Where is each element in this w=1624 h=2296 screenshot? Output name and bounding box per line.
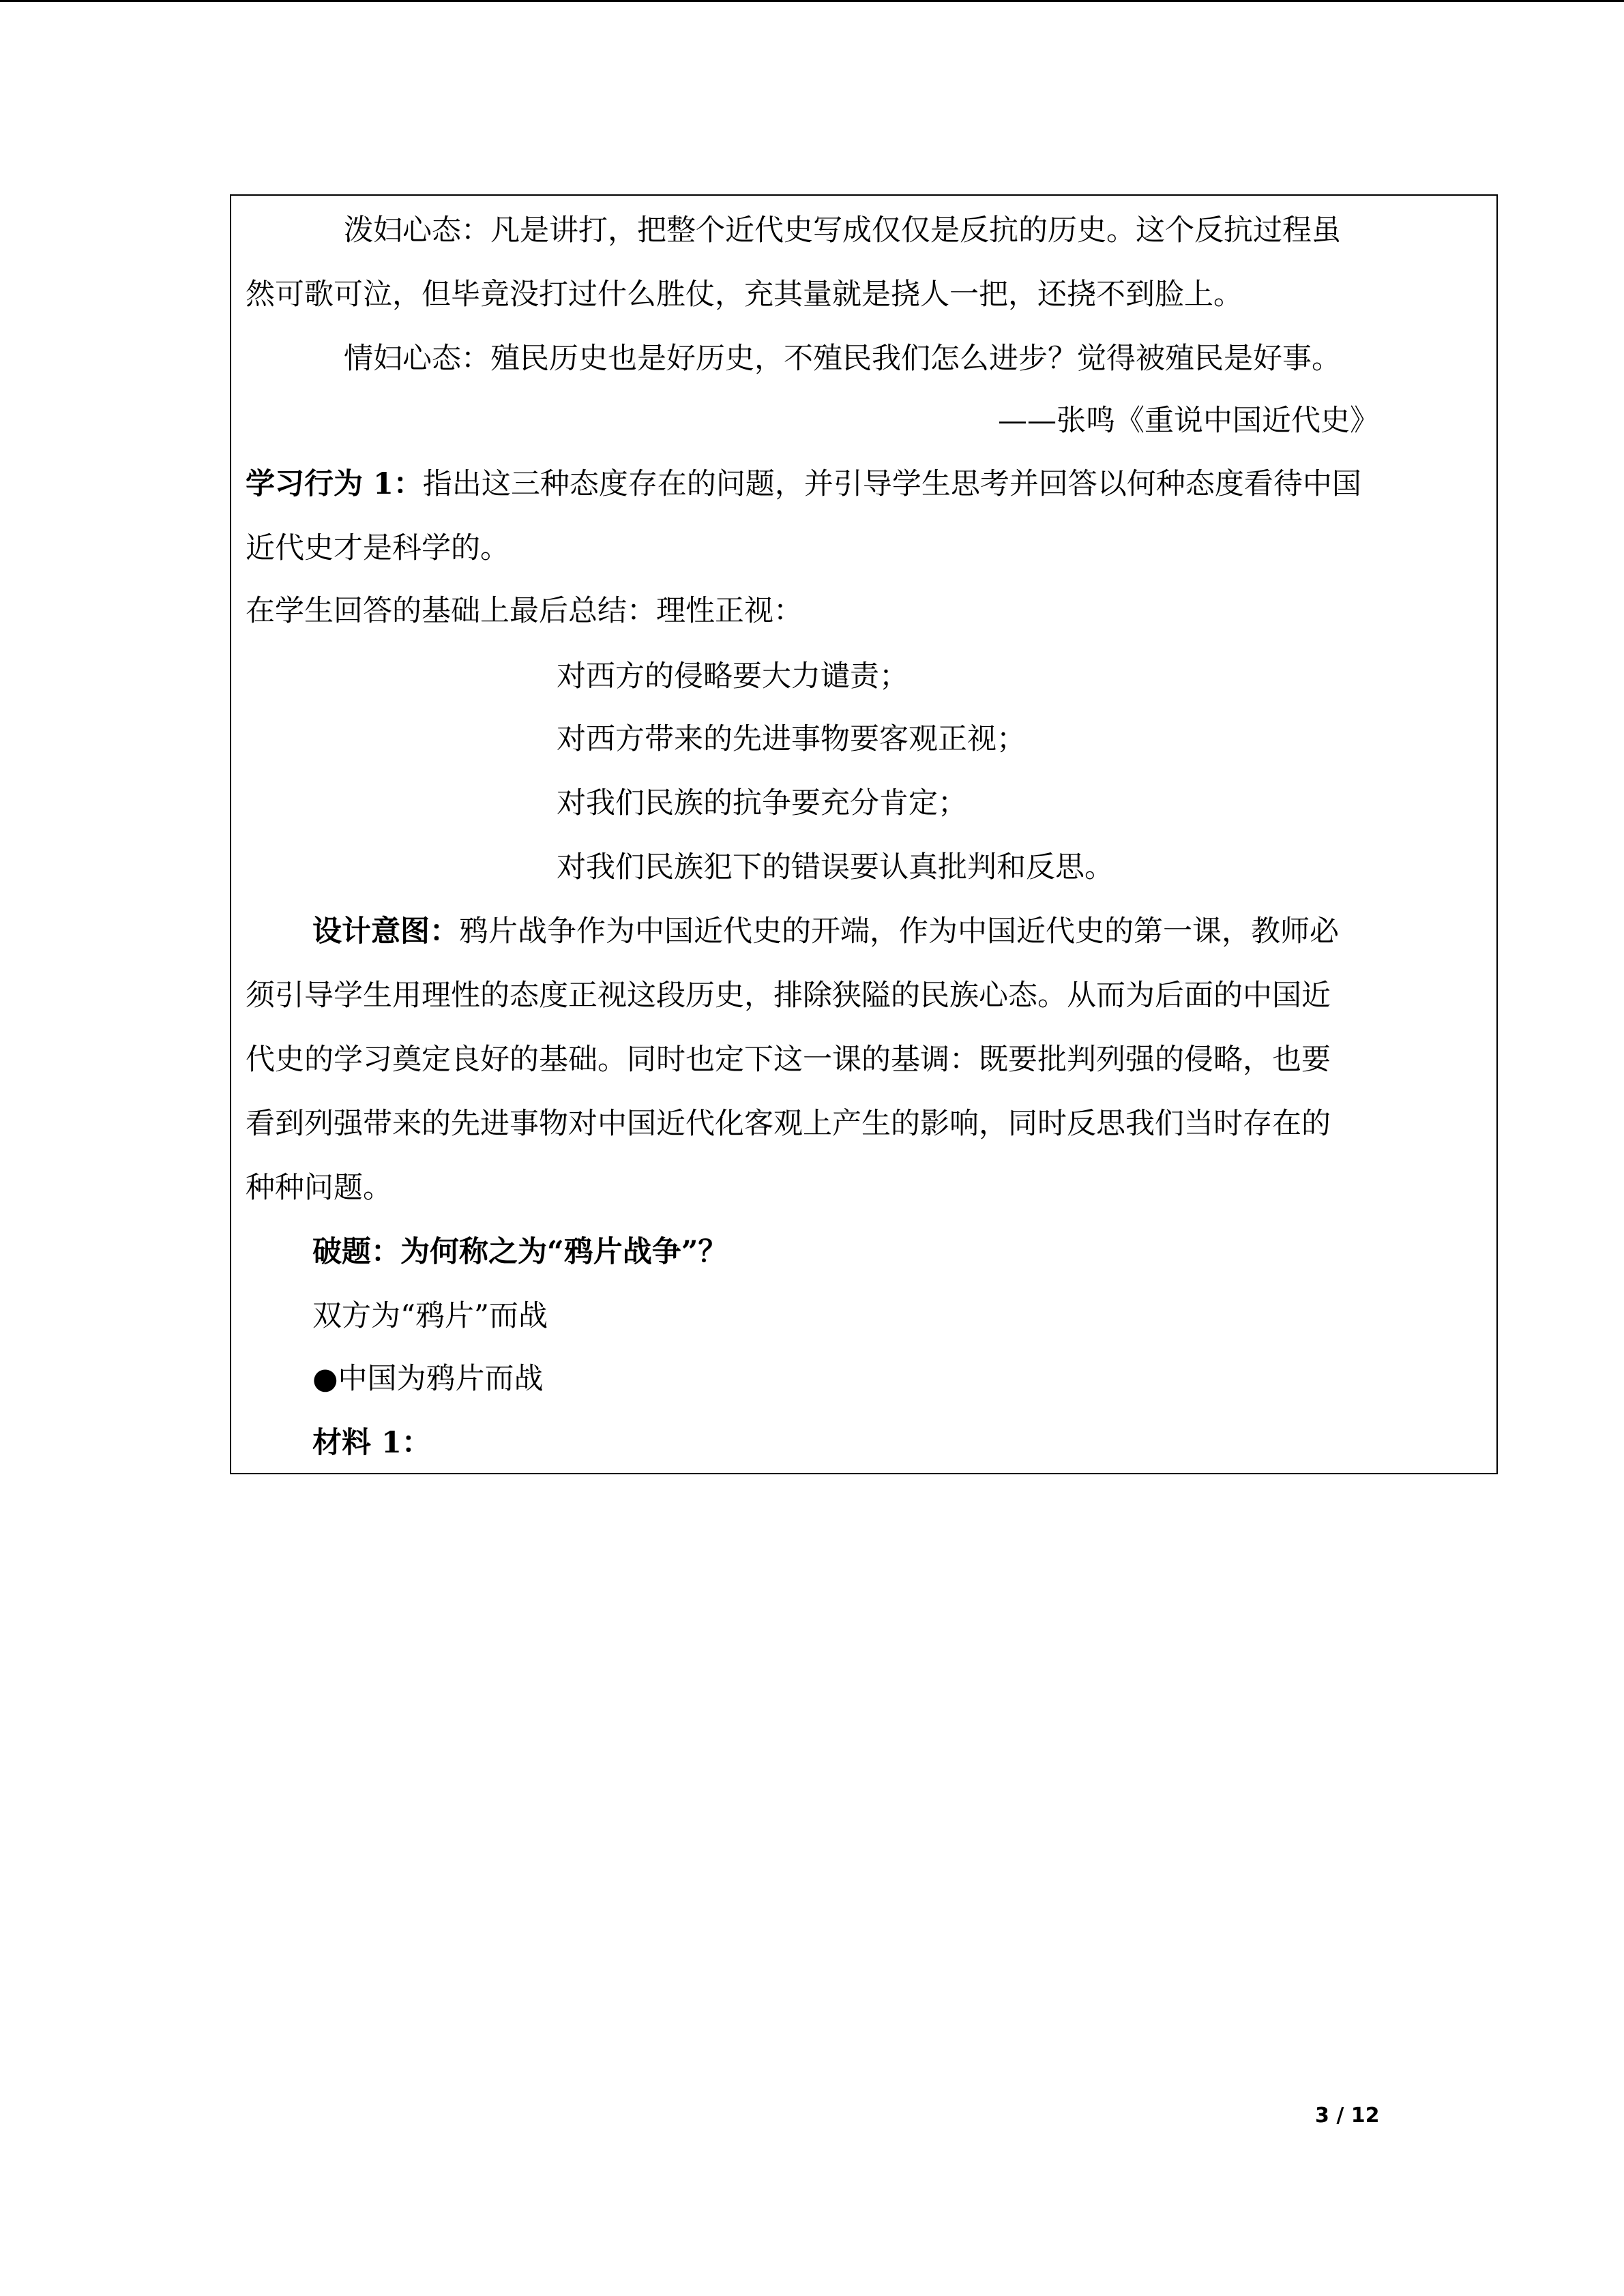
summary-point: 对西方带来的先进事物要客观正视； [557,722,1026,756]
summary-point: 对我们民族犯下的错误要认真批判和反思。 [557,850,1114,884]
lesson-content-table-cell [230,194,1498,1474]
design-intent-line: 代史的学习奠定良好的基础。同时也定下这一课的基调：既要批判列强的侵略，也要 [246,1043,1331,1077]
design-intent-label: 设计意图： [312,914,459,949]
summary-point: 对我们民族的抗争要充分肯定； [557,786,967,820]
bullet-item: ●中国为鸦片而战 [312,1362,544,1396]
page-number: 3 / 12 [1315,2104,1380,2128]
learning-behavior-continuation: 近代史才是科学的。 [246,531,510,565]
learning-behavior-label: 学习行为 1： [246,467,423,501]
citation-source: ——张鸣《重说中国近代史》 [998,404,1379,438]
attitude-pofu-continuation: 然可歌可泣，但毕竟没打过什么胜仗，充其量就是挠人一把，还挠不到脸上。 [246,278,1243,312]
sub-heading: 双方为“鸦片”而战 [312,1299,548,1333]
design-intent-text: 鸦片战争作为中国近代史的开端，作为中国近代史的第一课，教师必 [459,914,1339,949]
design-intent-line: 看到列强带来的先进事物对中国近代化客观上产生的影响，同时反思我们当时存在的 [246,1107,1331,1141]
summary-point: 对西方的侵略要大力谴责； [557,659,909,694]
attitude-pofu-line: 泼妇心态：凡是讲打，把整个近代史写成仅仅是反抗的历史。这个反抗过程虽 [344,213,1341,248]
design-intent-paragraph [312,911,1339,952]
attitude-qingfu-line: 情妇心态：殖民历史也是好历史，不殖民我们怎么进步？觉得被殖民是好事。 [344,342,1341,376]
learning-behavior-text: 指出这三种态度存在的问题，并引导学生思考并回答以何种态度看待中国 [422,467,1361,501]
design-intent-line: 须引导学生用理性的态度正视这段历史，排除狭隘的民族心态。从而为后面的中国近 [246,979,1331,1013]
question-heading: 破题：为何称之为“鸦片战争”？ [312,1235,728,1269]
material-label: 材料 1： [312,1426,431,1460]
summary-intro: 在学生回答的基础上最后总结：理性正视： [246,594,803,628]
design-intent-line: 种种问题。 [246,1171,392,1205]
page-top-border [0,0,1624,2]
learning-behavior-paragraph [246,464,1361,505]
